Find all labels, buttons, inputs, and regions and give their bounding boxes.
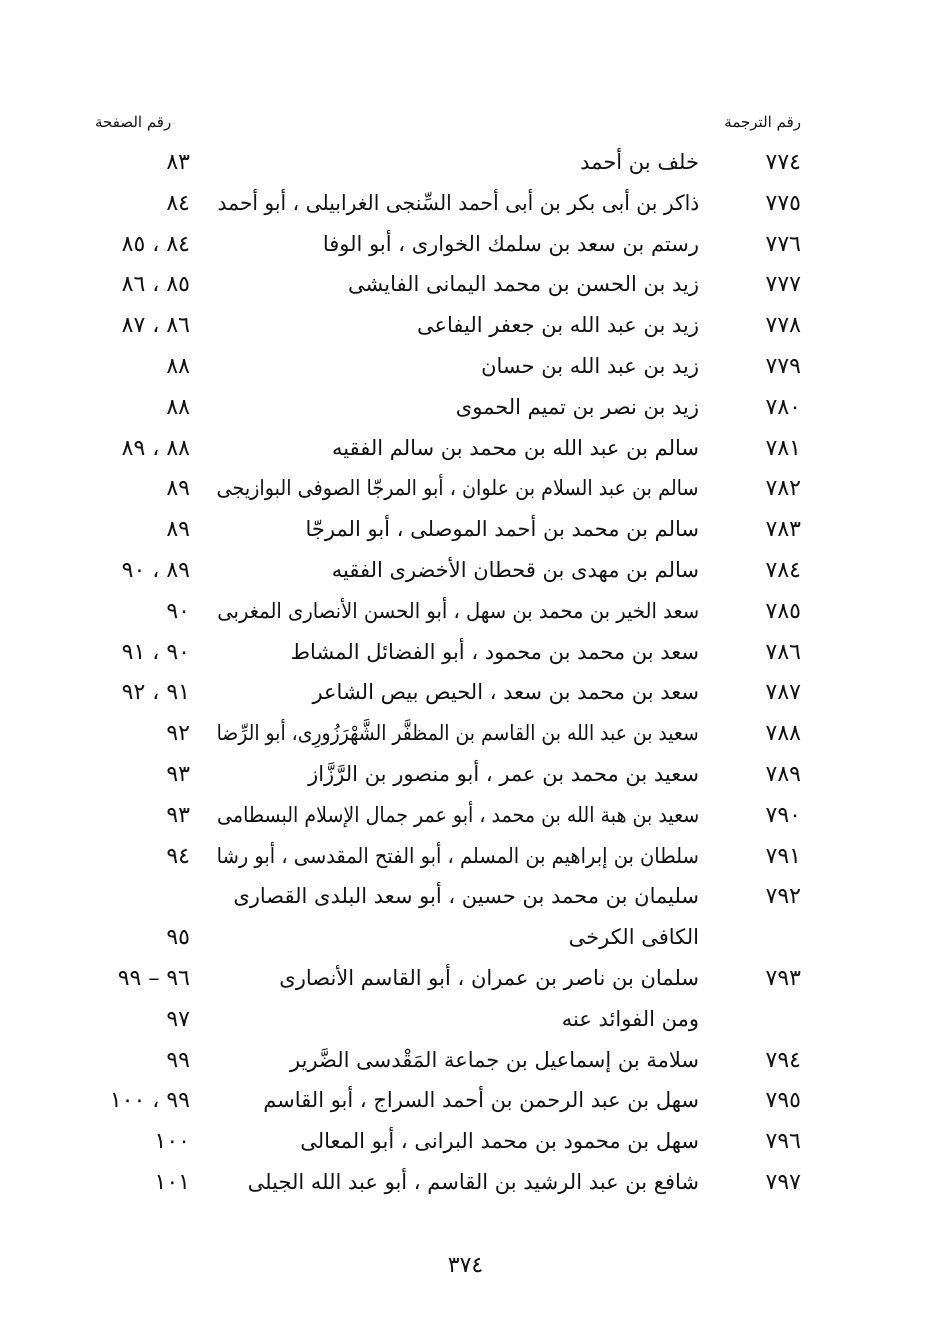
translation-number: ٧٨٧ (765, 680, 801, 706)
biography-name: سالم بن عبد الله بن محمد بن سالم الفقيه (331, 435, 699, 460)
translation-number: ٧٩٥ (765, 1088, 801, 1114)
page-reference: ٨٤ (166, 190, 190, 216)
index-row (0, 676, 931, 717)
translation-number: ٧٧٥ (765, 190, 801, 216)
page-reference: ٩٧ (166, 1006, 190, 1032)
page-reference: ٨٨ (166, 394, 190, 420)
page-reference: ٩٦ – ٩٩ (117, 965, 190, 991)
page-reference: ٨٨ (166, 353, 190, 379)
page-reference: ٨٣ (166, 150, 190, 175)
biography-name: سعد بن محمد بن محمود ، أبو الفضائل المشاط (290, 639, 699, 664)
biography-name: خلف بن أحمد (580, 150, 699, 174)
translation-number: ٧٧٧ (765, 272, 801, 298)
index-row (0, 513, 931, 554)
biography-name: سالم بن محمد بن أحمد الموصلى ، أبو المرجّا (305, 517, 699, 542)
page-reference: ٩٩ ، ١٠٠ (109, 1088, 190, 1114)
index-row (0, 595, 931, 636)
translation-number: ٧٧٨ (765, 313, 801, 339)
index-row (0, 799, 931, 840)
index-row (0, 921, 931, 962)
index-row (0, 391, 931, 432)
biography-name: الكافى الكرخى (568, 925, 699, 950)
biography-name: سهل بن محمود بن محمد البرانى ، أبو المعالى (300, 1129, 699, 1154)
biography-name: سالم بن عبد السلام بن علوان ، أبو المرجّا الصوفى البوازيجى (216, 476, 699, 501)
translation-number: ٧٩٧ (765, 1169, 801, 1195)
biography-name: سلطان بن إبراهيم بن المسلم ، أبو الفتح المقدسى ، أبو رشا (216, 843, 699, 868)
biography-name: سعيد بن محمد بن عمر ، أبو منصور بن الرَّزَّاز (308, 761, 699, 786)
index-row (0, 717, 931, 758)
translation-number: ٧٩٢ (765, 884, 801, 910)
translation-number: ٧٨٩ (765, 761, 801, 787)
translation-number: ٧٩١ (765, 843, 801, 869)
biography-name: سلمان بن ناصر بن عمران ، أبو القاسم الأنصارى (279, 965, 699, 990)
index-row (0, 636, 931, 677)
index-row (0, 1044, 931, 1085)
index-row (0, 432, 931, 473)
index-row (0, 840, 931, 881)
index-row (0, 309, 931, 350)
translation-number: ٧٧٦ (765, 231, 801, 257)
page-footer-number: ٣٧٤ (447, 1253, 484, 1278)
translation-number: ٧٨١ (765, 435, 801, 461)
translation-number: ٧٨٠ (765, 394, 801, 420)
index-row (0, 228, 931, 269)
translation-number: ٧٩٣ (765, 965, 801, 991)
translation-number: ٧٧٤ (765, 150, 801, 175)
page-reference: ١٠١ (154, 1169, 190, 1195)
index-row (0, 1166, 931, 1207)
translation-number: ٧٨٨ (765, 721, 801, 747)
page-reference: ٨٥ ، ٨٦ (121, 272, 190, 298)
page-reference: ٩٤ (166, 843, 190, 869)
index-row (0, 350, 931, 391)
translation-number: ٧٨٦ (765, 639, 801, 665)
translation-number: ٧٨٣ (765, 517, 801, 543)
page-reference: ٩١ ، ٩٢ (121, 680, 190, 706)
translation-number: ٧٩٤ (765, 1047, 801, 1073)
index-row (0, 472, 931, 513)
translation-number: ٧٩٦ (765, 1129, 801, 1155)
index-row (0, 146, 931, 187)
biography-name: زيد بن عبد الله بن حسان (481, 353, 699, 378)
translation-number: ٧٨٢ (765, 476, 801, 502)
translation-number-header: رقم الترجمة (724, 113, 801, 131)
index-row (0, 962, 931, 1003)
page-reference: ٩٣ (166, 802, 190, 828)
page-reference: ٩٥ (166, 925, 190, 951)
page-reference: ٩٢ (166, 721, 190, 747)
index-row (0, 758, 931, 799)
translation-number: ٧٩٠ (765, 802, 801, 828)
page-reference: ٨٩ (166, 517, 190, 543)
page-reference: ٨٩ (166, 476, 190, 502)
translation-number: ٧٨٥ (765, 598, 801, 624)
page-reference: ٩٣ (166, 761, 190, 787)
index-row (0, 268, 931, 309)
biography-name: شافع بن عبد الرشيد بن القاسم ، أبو عبد الله الجيلى (247, 1169, 699, 1194)
translation-number: ٧٨٤ (765, 557, 801, 583)
translation-number: ٧٧٩ (765, 353, 801, 379)
biography-name: سعد بن محمد بن سعد ، الحيص بيص الشاعر (312, 680, 699, 705)
page-reference: ٩٩ (166, 1047, 190, 1073)
biography-name: زيد بن الحسن بن محمد اليمانى الفايشى (348, 272, 699, 297)
page-reference: ٩٠ (166, 598, 190, 624)
biography-name: زيد بن عبد الله بن جعفر اليفاعى (416, 313, 699, 338)
index-table (0, 146, 931, 1207)
page-reference: ٨٩ ، ٩٠ (121, 557, 190, 583)
biography-name: سعيد بن هبة الله بن محمد ، أبو عمر جمال الإسلام البسطامى (216, 802, 699, 827)
page-reference: ٩٠ ، ٩١ (121, 639, 190, 665)
biography-name: سعيد بن عبد الله بن القاسم بن المظفَّر الشَّهْرَزُورِى، أبو الرِّضا (216, 721, 699, 746)
biography-name: رستم بن سعد بن سلمك الخوارى ، أبو الوفا (322, 231, 699, 256)
biography-name: سلامة بن إسماعيل بن جماعة المَقْدسى الضَّرير (290, 1047, 699, 1072)
index-row (0, 187, 931, 228)
page-reference: ٨٦ ، ٨٧ (121, 313, 190, 339)
biography-name: سعد الخير بن محمد بن سهل ، أبو الحسن الأنصارى المغربى (217, 598, 699, 623)
index-row (0, 1125, 931, 1166)
biography-name: سالم بن مهدى بن قحطان الأخضرى الفقيه (331, 557, 699, 582)
biography-name: زيد بن نصر بن تميم الحموى (455, 394, 699, 419)
index-row (0, 554, 931, 595)
page-reference: ١٠٠ (154, 1129, 190, 1155)
page-reference: ٨٨ ، ٨٩ (121, 435, 190, 461)
index-row (0, 1084, 931, 1125)
biography-name: ومن الفوائد عنه (561, 1006, 699, 1031)
index-row (0, 880, 931, 921)
page-reference: ٨٤ ، ٨٥ (121, 231, 190, 257)
index-row (0, 1003, 931, 1044)
page-number-header: رقم الصفحة (95, 113, 172, 131)
biography-name: سهل بن عبد الرحمن بن أحمد السراج ، أبو القاسم (263, 1088, 699, 1113)
biography-name: ذاكر بن أبى بكر بن أبى أحمد السِّنجى الغرابيلى ، أبو أحمد (217, 190, 699, 215)
biography-name: سليمان بن محمد بن حسين ، أبو سعد البلدى القصارى (233, 884, 699, 909)
